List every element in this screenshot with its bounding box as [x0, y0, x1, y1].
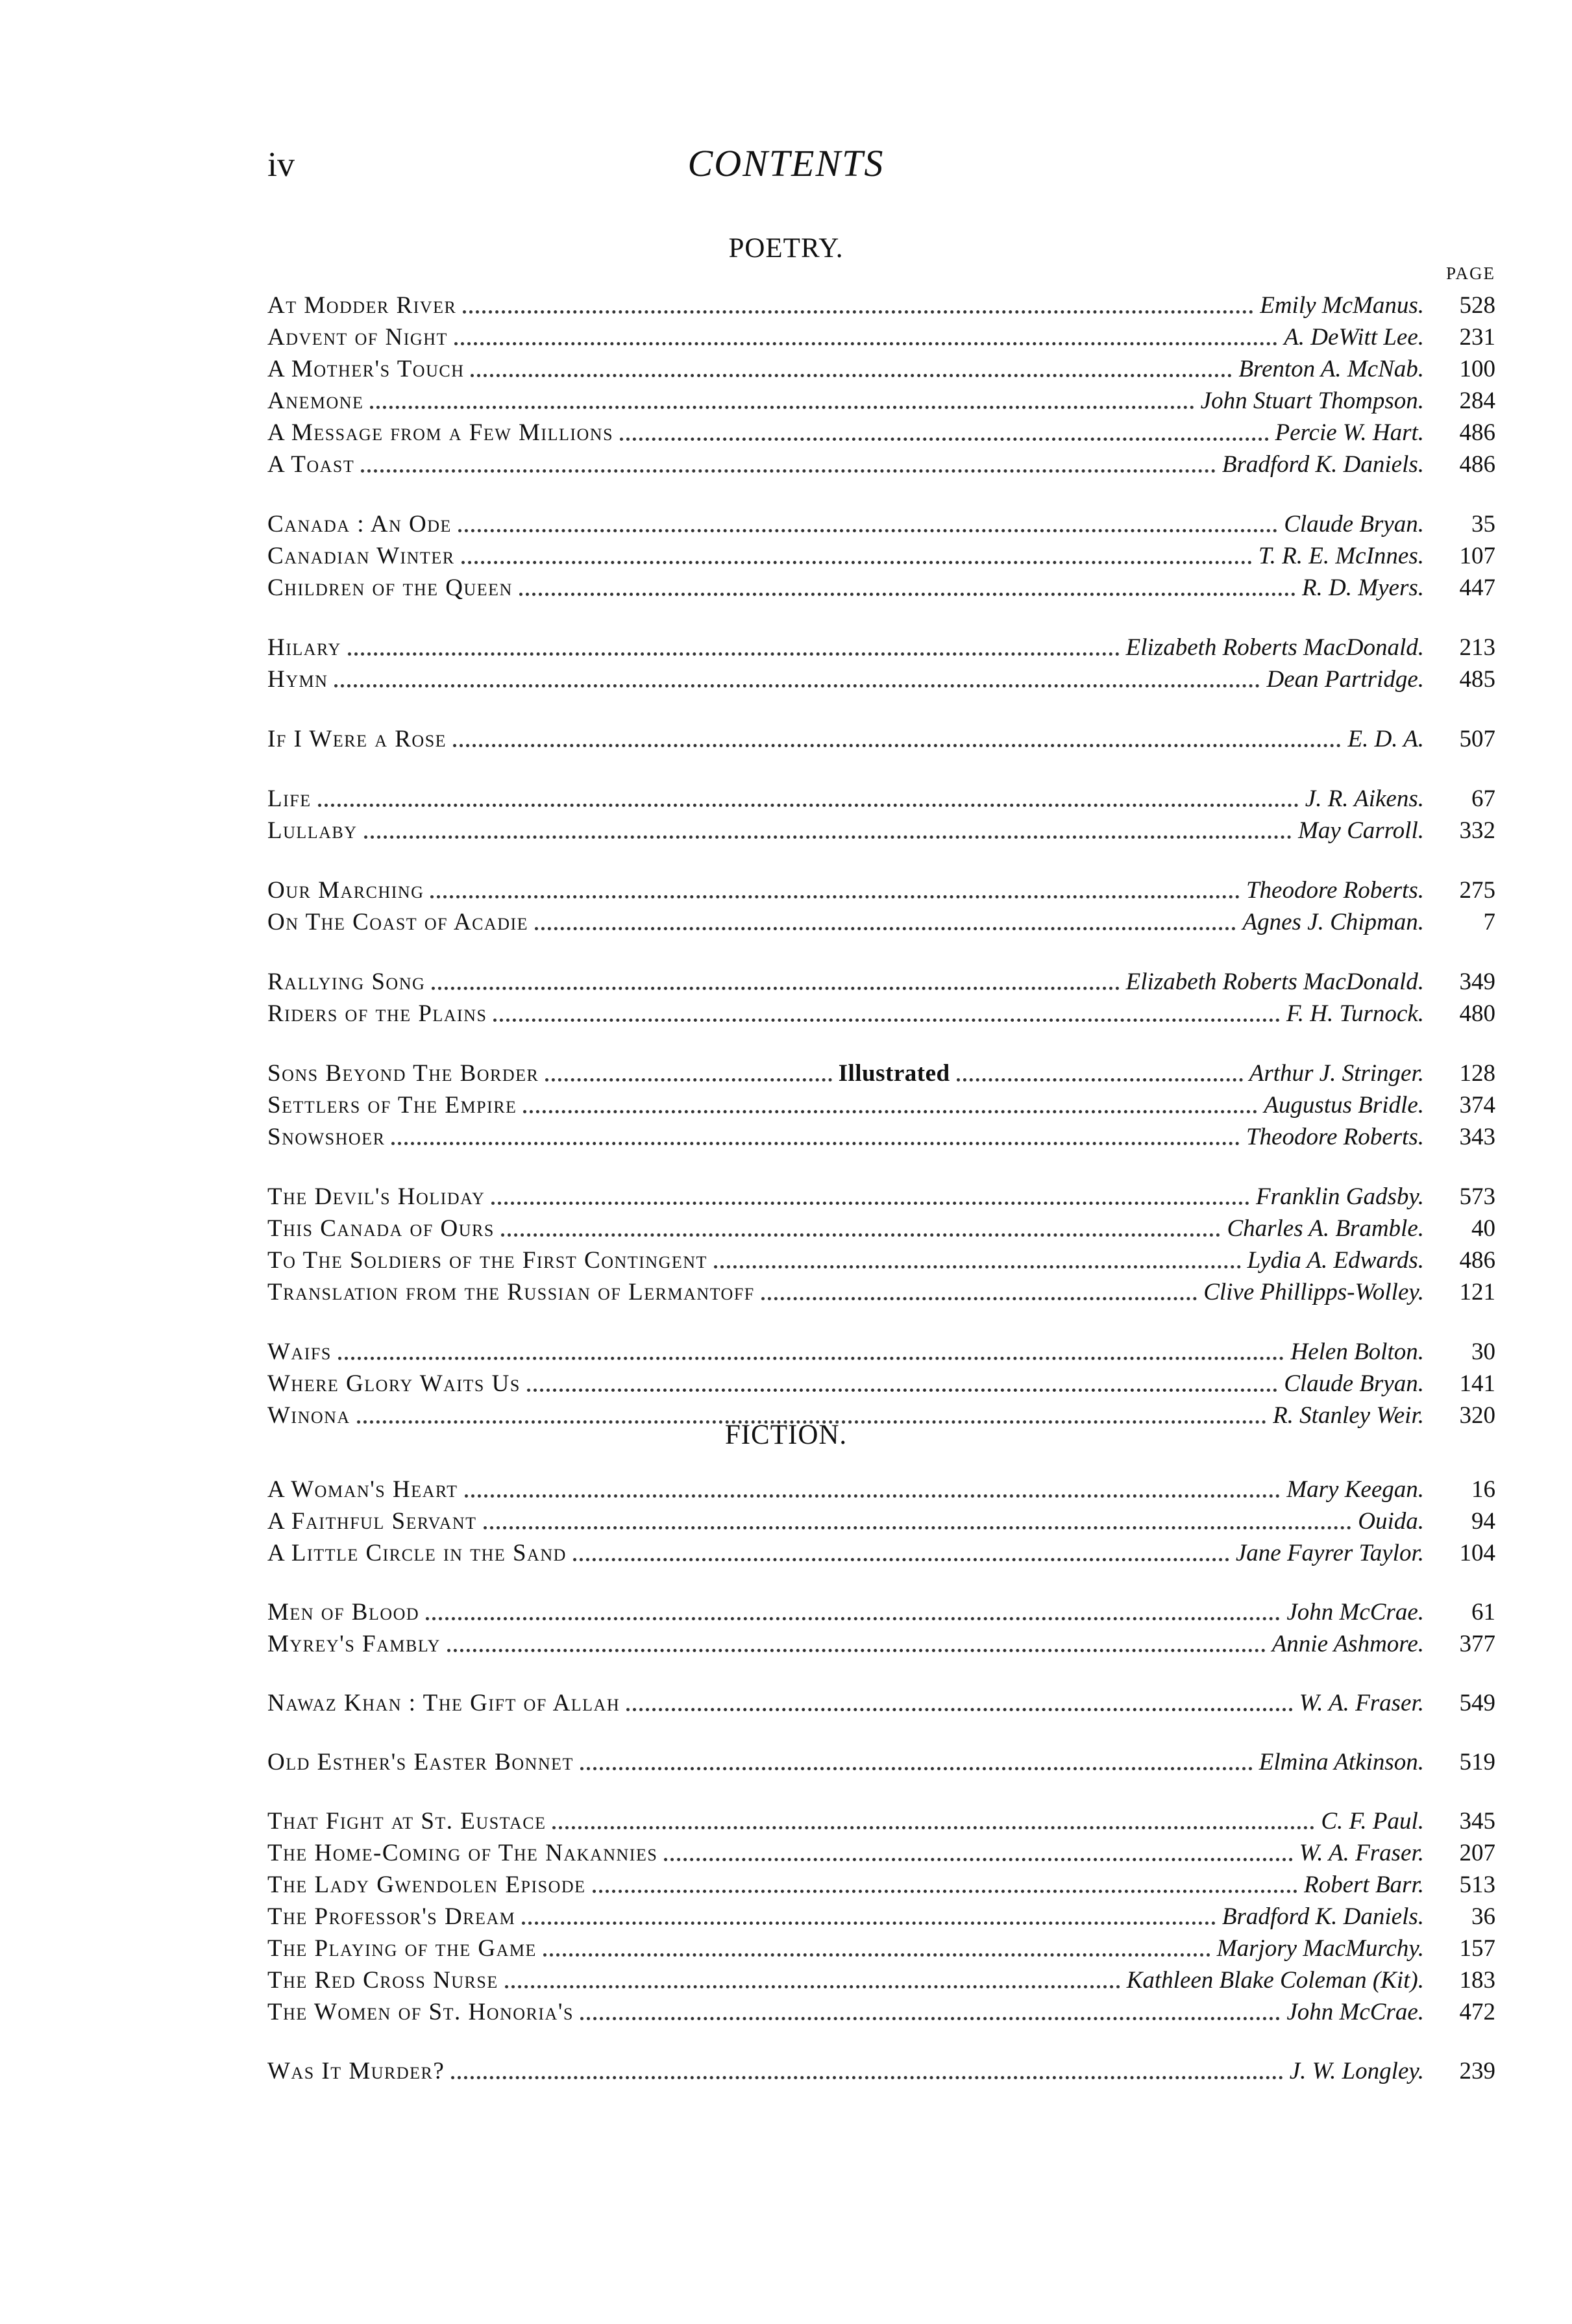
dot-leader: [620, 438, 1268, 441]
entry-author: Arthur J. Stringer.: [1249, 1060, 1424, 1087]
entry-title: The Women of St. Honoria's: [267, 1999, 574, 2025]
dot-leader: [545, 1078, 831, 1082]
entry-author: Elmina Atkinson.: [1259, 1749, 1424, 1775]
fiction-heading: FICTION.: [724, 1420, 848, 1450]
entry-page: 239: [1459, 2058, 1495, 2084]
fiction-group: [267, 1687, 1495, 1719]
toc-entry: [267, 1996, 1495, 2028]
toc-entry: [267, 1213, 1495, 1244]
entry-page: 519: [1459, 1749, 1495, 1775]
entry-title: Waifs: [267, 1339, 332, 1365]
entry-page: 7: [1483, 909, 1495, 935]
toc-entry: [267, 815, 1495, 847]
fiction-group: [267, 1596, 1495, 1660]
entry-author: Theodore Roberts.: [1246, 877, 1424, 904]
entry-title: Nawaz Khan : The Gift of Allah: [267, 1690, 620, 1716]
dot-leader: [465, 1494, 1281, 1498]
entry-page: 332: [1459, 817, 1495, 844]
entry-title: At Modder River: [267, 292, 457, 319]
entry-title: Rallying Song: [267, 969, 426, 995]
toc-entry: [267, 1746, 1495, 1778]
fiction-group: [267, 1746, 1495, 1778]
entry-page: 377: [1459, 1631, 1495, 1657]
dot-leader: [501, 1233, 1221, 1237]
dot-leader: [522, 1922, 1216, 1925]
entry-page: 480: [1459, 1000, 1495, 1027]
entry-title: The Playing of the Game: [267, 1935, 537, 1962]
entry-page: 128: [1459, 1060, 1495, 1087]
toc-entry: [267, 874, 1495, 906]
entry-author: Bradford K. Daniels.: [1222, 451, 1424, 478]
dot-leader: [426, 1617, 1280, 1620]
poetry-heading: POETRY.: [728, 233, 844, 264]
poetry-group: [267, 966, 1495, 1030]
dot-leader: [391, 1142, 1240, 1145]
poetry-group: [267, 508, 1495, 604]
dot-leader: [580, 1767, 1253, 1770]
toc-entry: [267, 417, 1495, 449]
dot-leader: [370, 406, 1194, 409]
entry-page: 486: [1459, 419, 1495, 446]
entry-author: Dean Partridge.: [1266, 666, 1424, 693]
dot-leader: [432, 987, 1119, 990]
dot-leader: [484, 1526, 1352, 1529]
entry-title: Winona: [267, 1402, 350, 1429]
entry-author: Claude Bryan.: [1284, 511, 1424, 538]
entry-title: The Home-Coming of The Nakannies: [267, 1840, 658, 1866]
page-title: CONTENTS: [687, 142, 885, 184]
entry-page: 141: [1459, 1370, 1495, 1397]
entry-author: Clive Phillipps-Wolley.: [1203, 1279, 1424, 1305]
poetry-group: [267, 1181, 1495, 1308]
toc-entry: [267, 663, 1495, 695]
entry-author: Claude Bryan.: [1284, 1370, 1424, 1397]
entry-page: 343: [1459, 1124, 1495, 1150]
toc-entry: [267, 321, 1495, 353]
entry-page: 528: [1459, 292, 1495, 319]
entry-title: Old Esther's Easter Bonnet: [267, 1749, 574, 1775]
dot-leader: [454, 342, 1277, 345]
entry-page: 486: [1459, 1247, 1495, 1274]
entry-page: 157: [1459, 1935, 1495, 1962]
dot-leader: [430, 895, 1240, 898]
entry-title: The Professor's Dream: [267, 1903, 516, 1930]
entry-author: Theodore Roberts.: [1246, 1124, 1424, 1150]
entry-page: 513: [1459, 1872, 1495, 1898]
entry-page: 16: [1471, 1476, 1495, 1503]
fiction-group: [267, 1805, 1495, 2028]
entry-title: A Little Circle in the Sand: [267, 1540, 567, 1566]
toc-entry: [267, 1628, 1495, 1660]
entry-page: 207: [1459, 1840, 1495, 1866]
entry-page: 121: [1459, 1279, 1495, 1305]
entry-page: 67: [1471, 785, 1495, 812]
entry-title: Sons Beyond The Border: [267, 1060, 539, 1087]
entry-author: Brenton A. McNab.: [1238, 356, 1424, 382]
toc-entry: [267, 1181, 1495, 1213]
entry-author: Bradford K. Daniels.: [1222, 1903, 1424, 1930]
entry-title: A Faithful Servant: [267, 1508, 477, 1535]
toc-entry: [267, 385, 1495, 417]
entry-author: Mary Keegan.: [1286, 1476, 1424, 1503]
entry-author: Agnes J. Chipman.: [1242, 909, 1424, 935]
dot-leader: [573, 1558, 1229, 1561]
toc-entry: [267, 1276, 1495, 1308]
dot-leader: [714, 1265, 1241, 1268]
entry-author: Elizabeth Roberts MacDonald.: [1125, 969, 1424, 995]
entry-page: 447: [1459, 575, 1495, 601]
toc-entry: [267, 540, 1495, 572]
toc-entry: [267, 1901, 1495, 1933]
entry-author: Augustus Bridle.: [1264, 1092, 1424, 1119]
toc-entry: [267, 906, 1495, 938]
entry-title: Snowshoer: [267, 1124, 386, 1150]
toc-entry: [267, 2055, 1495, 2087]
entry-title: Children of the Queen: [267, 575, 513, 601]
toc-entry: [267, 966, 1495, 998]
dot-leader: [523, 1110, 1257, 1113]
entry-title: Men of Blood: [267, 1599, 420, 1626]
entry-title: A Mother's Touch: [267, 356, 465, 382]
toc-entry: [267, 1869, 1495, 1901]
entry-author: Emily McManus.: [1260, 292, 1424, 319]
entry-author: Kathleen Blake Coleman (Kit).: [1126, 1967, 1424, 1994]
entry-title: The Red Cross Nurse: [267, 1967, 498, 1994]
entry-page: 345: [1459, 1808, 1495, 1835]
entry-page: 107: [1459, 543, 1495, 569]
toc-entry: [267, 1687, 1495, 1719]
entry-page: 284: [1459, 388, 1495, 414]
entry-title: Hymn: [267, 666, 328, 693]
entry-title: On The Coast of Acadie: [267, 909, 529, 935]
toc-entry: [267, 1596, 1495, 1628]
entry-page: 35: [1471, 511, 1495, 538]
entry-author: Elizabeth Roberts MacDonald.: [1125, 634, 1424, 661]
entry-author: W. A. Fraser.: [1299, 1840, 1424, 1866]
entry-title: Was It Murder?: [267, 2058, 445, 2084]
entry-title: Hilary: [267, 634, 341, 661]
toc-entry: [267, 290, 1495, 321]
entry-author: R. D. Myers.: [1301, 575, 1424, 601]
entry-page: 349: [1459, 969, 1495, 995]
toc-entry: [267, 1805, 1495, 1837]
dot-leader: [535, 927, 1236, 930]
entry-author: A. DeWitt Lee.: [1284, 324, 1424, 351]
fiction-list: [267, 1474, 1495, 2087]
entry-author: John McCrae.: [1286, 1999, 1424, 2025]
entry-page: 472: [1459, 1999, 1495, 2025]
entry-page: 94: [1471, 1508, 1495, 1535]
toc-entry: [267, 508, 1495, 540]
entry-author: Jane Fayrer Taylor.: [1235, 1540, 1424, 1566]
entry-author: John McCrae.: [1286, 1599, 1424, 1626]
toc-entry: [267, 1336, 1495, 1368]
toc-entry: [267, 632, 1495, 663]
dot-leader: [527, 1389, 1277, 1392]
entry-title: Life: [267, 785, 312, 812]
entry-page: 100: [1459, 356, 1495, 382]
dot-leader: [580, 2017, 1280, 2020]
dot-leader: [761, 1297, 1197, 1300]
dot-leader: [491, 1202, 1249, 1205]
entry-author: F. H. Turnock.: [1286, 1000, 1424, 1027]
entry-title: Our Marching: [267, 877, 424, 904]
toc-entry: [267, 1244, 1495, 1276]
dot-leader: [957, 1078, 1243, 1082]
dot-leader: [461, 561, 1252, 564]
entry-page: 36: [1471, 1903, 1495, 1930]
poetry-group: [267, 783, 1495, 847]
entry-title: Advent of Night: [267, 324, 448, 351]
entry-page: 485: [1459, 666, 1495, 693]
dot-leader: [664, 1858, 1292, 1861]
entry-author: E. D. A.: [1347, 726, 1424, 752]
toc-entry: [267, 353, 1495, 385]
toc-entry: [267, 1057, 1495, 1089]
toc-entry: [267, 1933, 1495, 1964]
dot-leader: [338, 1357, 1284, 1360]
entry-title: Settlers of The Empire: [267, 1092, 517, 1119]
dot-leader: [505, 1985, 1120, 1988]
entry-page: 40: [1471, 1215, 1495, 1242]
dot-leader: [361, 469, 1216, 473]
dot-leader: [453, 744, 1341, 747]
entry-page: 231: [1459, 324, 1495, 351]
entry-author: Percie W. Hart.: [1275, 419, 1424, 446]
entry-author: Annie Ashmore.: [1271, 1631, 1424, 1657]
entry-author: J. R. Aikens.: [1305, 785, 1424, 812]
entry-author: John Stuart Thompson.: [1200, 388, 1424, 414]
poetry-group: [267, 723, 1495, 755]
entry-title: Anemone: [267, 388, 364, 414]
dot-leader: [348, 652, 1120, 656]
entry-author: Charles A. Bramble.: [1227, 1215, 1424, 1242]
toc-entry: [267, 1474, 1495, 1505]
entry-page: 573: [1459, 1183, 1495, 1210]
entry-author: J. W. Longley.: [1289, 2058, 1424, 2084]
dot-leader: [447, 1649, 1266, 1652]
entry-page: 104: [1459, 1540, 1495, 1566]
poetry-list: [267, 290, 1495, 1431]
poetry-group: [267, 874, 1495, 938]
entry-title: A Woman's Heart: [267, 1476, 458, 1503]
dot-leader: [593, 1890, 1297, 1893]
dot-leader: [451, 2076, 1283, 2079]
toc-entry: [267, 1964, 1495, 1996]
entry-author: Lydia A. Edwards.: [1247, 1247, 1424, 1274]
entry-title: That Fight at St. Eustace: [267, 1808, 547, 1835]
entry-author: Franklin Gadsby.: [1256, 1183, 1424, 1210]
entry-page: 213: [1459, 634, 1495, 661]
toc-entry: [267, 783, 1495, 815]
toc-entry: [267, 998, 1495, 1030]
entry-note: Illustrated: [838, 1060, 950, 1087]
toc-entry: [267, 1368, 1495, 1400]
entry-page: 486: [1459, 451, 1495, 478]
entry-page: 374: [1459, 1092, 1495, 1119]
entry-author: T. R. E. McInnes.: [1258, 543, 1424, 569]
dot-leader: [626, 1708, 1293, 1711]
poetry-group: [267, 632, 1495, 695]
entry-author: Ouida.: [1358, 1508, 1424, 1535]
entry-title: This Canada of Ours: [267, 1215, 495, 1242]
entry-page: 507: [1459, 726, 1495, 752]
entry-title: Riders of the Plains: [267, 1000, 487, 1027]
entry-page: 61: [1471, 1599, 1495, 1626]
toc-entry: [267, 723, 1495, 755]
entry-title: A Toast: [267, 451, 355, 478]
dot-leader: [543, 1953, 1210, 1957]
entry-page: 549: [1459, 1690, 1495, 1716]
entry-author: Marjory MacMurchy.: [1216, 1935, 1424, 1962]
entry-title: Myrey's Fambly: [267, 1631, 441, 1657]
entry-title: The Devil's Holiday: [267, 1183, 485, 1210]
entry-author: May Carroll.: [1298, 817, 1424, 844]
fiction-group: [267, 2055, 1495, 2087]
page-number: iv: [267, 145, 295, 184]
entry-title: A Message from a Few Millions: [267, 419, 614, 446]
entry-title: Where Glory Waits Us: [267, 1370, 521, 1397]
poetry-group: [267, 1057, 1495, 1153]
entry-author: Helen Bolton.: [1290, 1339, 1424, 1365]
dot-leader: [458, 529, 1277, 532]
toc-entry: [267, 572, 1495, 604]
entry-page: 320: [1459, 1402, 1495, 1429]
toc-entry: [267, 1537, 1495, 1569]
entry-title: If I Were a Rose: [267, 726, 447, 752]
entry-page: 30: [1471, 1339, 1495, 1365]
entry-author: Robert Barr.: [1304, 1872, 1424, 1898]
dot-leader: [493, 1019, 1279, 1022]
poetry-group: [267, 1336, 1495, 1431]
dot-leader: [463, 310, 1253, 314]
entry-author: C. F. Paul.: [1321, 1808, 1424, 1835]
entry-title: The Lady Gwendolen Episode: [267, 1872, 586, 1898]
entry-author: R. Stanley Weir.: [1273, 1402, 1424, 1429]
entry-page: 183: [1459, 1967, 1495, 1994]
dot-leader: [318, 804, 1299, 807]
entry-title: Canadian Winter: [267, 543, 455, 569]
entry-author: W. A. Fraser.: [1299, 1690, 1424, 1716]
entry-title: To The Soldiers of the First Contingent: [267, 1247, 707, 1274]
entry-title: Translation from the Russian of Lermantoff: [267, 1279, 755, 1305]
fiction-group: [267, 1474, 1495, 1569]
toc-entry: [267, 1505, 1495, 1537]
dot-leader: [519, 593, 1296, 596]
dot-leader: [471, 374, 1232, 377]
toc-entry: [267, 1837, 1495, 1869]
toc-entry: [267, 449, 1495, 480]
entry-page: 275: [1459, 877, 1495, 904]
entry-title: Canada : An Ode: [267, 511, 452, 538]
dot-leader: [334, 684, 1260, 687]
dot-leader: [364, 835, 1292, 839]
toc-entry: [267, 1121, 1495, 1153]
dot-leader: [552, 1826, 1314, 1829]
toc-entry: [267, 1089, 1495, 1121]
page-column-label: PAGE: [1445, 264, 1495, 283]
poetry-group: [267, 290, 1495, 480]
entry-title: Lullaby: [267, 817, 358, 844]
